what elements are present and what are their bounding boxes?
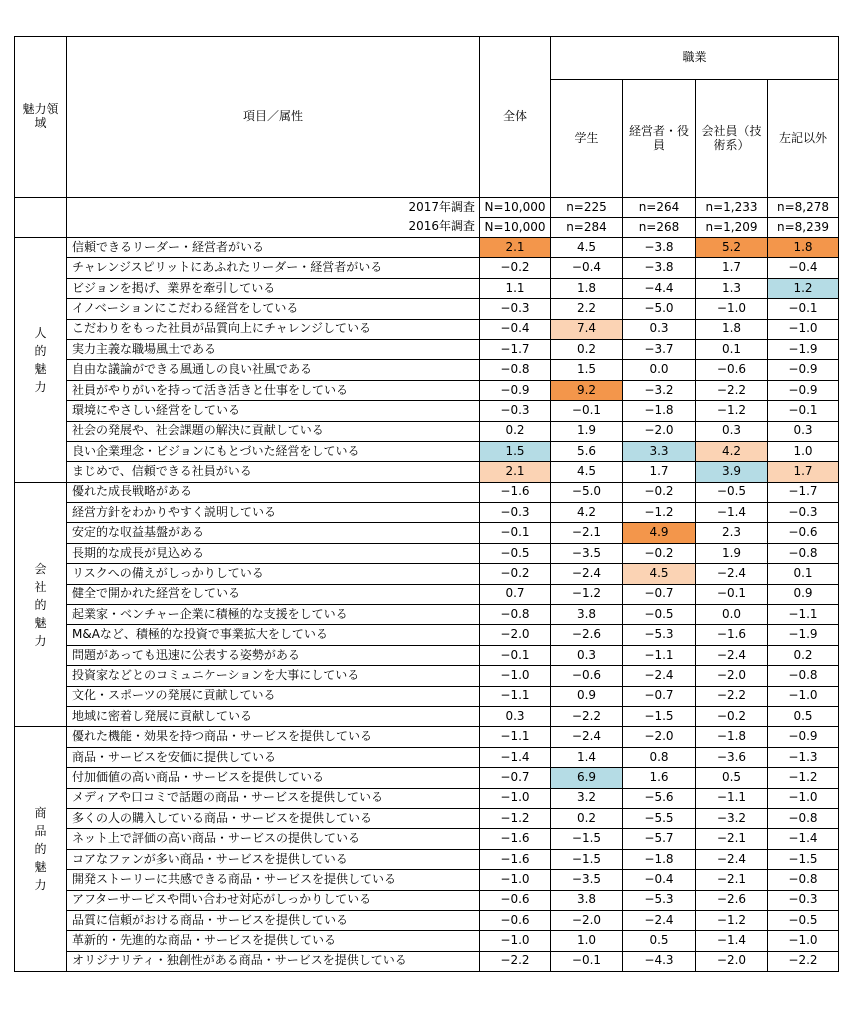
occupation-header: 職業: [551, 37, 839, 80]
table-row: [15, 951, 839, 971]
sample-size-cell: n=8,278: [768, 198, 839, 218]
value-cell: −0.9: [480, 380, 551, 400]
table-row: [15, 421, 839, 441]
value-cell: −1.6: [480, 829, 551, 849]
value-cell: −0.2: [623, 543, 696, 563]
value-cell: −1.0: [768, 686, 839, 706]
value-cell: 1.9: [696, 543, 768, 563]
value-cell: −0.5: [623, 605, 696, 625]
value-cell: 0.9: [551, 686, 623, 706]
item-label: オリジナリティ・独創性がある商品・サービスを提供している: [67, 951, 480, 971]
item-label: 起業家・ベンチャー企業に積極的な支援をしている: [67, 605, 480, 625]
value-cell: 3.9: [696, 462, 768, 482]
item-header: 項目／属性: [67, 37, 480, 198]
value-cell: −0.3: [480, 503, 551, 523]
value-cell: −2.1: [696, 829, 768, 849]
value-cell: 3.2: [551, 788, 623, 808]
item-label: 優れた成長戦略がある: [67, 482, 480, 502]
value-cell: 1.0: [768, 441, 839, 461]
value-cell: 2.1: [480, 238, 551, 258]
value-cell: 0.7: [480, 584, 551, 604]
value-cell: 2.1: [480, 462, 551, 482]
value-cell: 1.4: [551, 747, 623, 767]
value-cell: 1.2: [768, 278, 839, 298]
value-cell: 1.7: [696, 258, 768, 278]
item-label: 投資家などとのコミュニケーションを大事にしている: [67, 666, 480, 686]
value-cell: −1.0: [480, 931, 551, 951]
value-cell: −1.5: [623, 706, 696, 726]
value-cell: 4.5: [623, 564, 696, 584]
value-cell: −1.8: [623, 401, 696, 421]
domain-header: 魅力領域: [15, 37, 67, 198]
value-cell: 0.5: [623, 931, 696, 951]
value-cell: −0.6: [768, 523, 839, 543]
value-cell: −1.2: [551, 584, 623, 604]
value-cell: −3.2: [696, 808, 768, 828]
executive-header: 経営者・役員: [623, 80, 696, 198]
value-cell: −0.3: [480, 299, 551, 319]
table-row: [15, 584, 839, 604]
table-row: [15, 706, 839, 726]
value-cell: −3.2: [623, 380, 696, 400]
domain-label-char: 的: [34, 597, 47, 612]
value-cell: 0.1: [696, 339, 768, 359]
value-cell: 0.2: [768, 645, 839, 665]
sample-size-cell: n=1,209: [696, 218, 768, 238]
value-cell: 0.1: [768, 564, 839, 584]
value-cell: −1.4: [696, 503, 768, 523]
table-row: [15, 605, 839, 625]
overall-header: 全体: [480, 37, 551, 198]
value-cell: −1.6: [480, 849, 551, 869]
value-cell: −0.1: [768, 299, 839, 319]
value-cell: −1.2: [696, 910, 768, 930]
value-cell: 5.6: [551, 441, 623, 461]
value-cell: −1.5: [551, 849, 623, 869]
value-cell: −1.8: [623, 849, 696, 869]
value-cell: −0.9: [768, 380, 839, 400]
value-cell: −0.7: [480, 768, 551, 788]
value-cell: −1.4: [768, 829, 839, 849]
value-cell: −1.2: [480, 808, 551, 828]
value-cell: −0.6: [551, 666, 623, 686]
value-cell: −2.1: [696, 870, 768, 890]
value-cell: −2.6: [696, 890, 768, 910]
value-cell: 0.5: [768, 706, 839, 726]
value-cell: 4.2: [696, 441, 768, 461]
table-row: [15, 788, 839, 808]
value-cell: −1.9: [768, 625, 839, 645]
other-header: 左記以外: [768, 80, 839, 198]
table-row: [15, 768, 839, 788]
table-row: [15, 910, 839, 930]
table-row: [15, 319, 839, 339]
value-cell: −2.2: [768, 951, 839, 971]
value-cell: −5.5: [623, 808, 696, 828]
value-cell: 1.5: [551, 360, 623, 380]
table-row: [15, 727, 839, 747]
sample-size-cell: n=225: [551, 198, 623, 218]
sample-size-cell: n=268: [623, 218, 696, 238]
domain-label-char: 人: [34, 325, 47, 340]
domain-label-char: 的: [34, 842, 47, 857]
domain-label-char: 魅: [34, 860, 47, 875]
value-cell: −1.1: [480, 686, 551, 706]
value-cell: −0.8: [768, 543, 839, 563]
item-label: チャレンジスピリットにあふれたリーダー・経営者がいる: [67, 258, 480, 278]
value-cell: 2.2: [551, 299, 623, 319]
domain-label-char: 魅: [34, 615, 47, 630]
survey-row: [15, 218, 839, 238]
value-cell: 4.9: [623, 523, 696, 543]
item-label: まじめで、信頼できる社員がいる: [67, 462, 480, 482]
item-label: 長期的な成長が見込める: [67, 543, 480, 563]
domain-label: [15, 238, 67, 483]
value-cell: 1.5: [480, 441, 551, 461]
value-cell: −0.1: [480, 645, 551, 665]
item-label: 文化・スポーツの発展に貢献している: [67, 686, 480, 706]
value-cell: −5.6: [623, 788, 696, 808]
item-label: 社会の発展や、社会課題の解決に貢献している: [67, 421, 480, 441]
sample-size-cell: n=264: [623, 198, 696, 218]
value-cell: −0.2: [696, 706, 768, 726]
value-cell: 0.3: [696, 421, 768, 441]
item-label: ビジョンを掲げ、業界を牽引している: [67, 278, 480, 298]
value-cell: −0.8: [480, 360, 551, 380]
value-cell: −3.6: [696, 747, 768, 767]
value-cell: −3.5: [551, 870, 623, 890]
value-cell: −2.1: [551, 523, 623, 543]
table-row: [15, 441, 839, 461]
table-row: [15, 808, 839, 828]
sample-size-cell: n=284: [551, 218, 623, 238]
value-cell: −1.8: [696, 727, 768, 747]
item-label: 環境にやさしい経営をしている: [67, 401, 480, 421]
value-cell: −0.1: [480, 523, 551, 543]
value-cell: 6.9: [551, 768, 623, 788]
table-row: [15, 543, 839, 563]
value-cell: −3.5: [551, 543, 623, 563]
domain-header-spacer: [15, 198, 67, 238]
value-cell: 5.2: [696, 238, 768, 258]
value-cell: 4.2: [551, 503, 623, 523]
value-cell: −2.2: [696, 686, 768, 706]
table-row: [15, 625, 839, 645]
value-cell: −1.0: [768, 931, 839, 951]
sample-size-cell: n=1,233: [696, 198, 768, 218]
value-cell: −1.0: [480, 788, 551, 808]
value-cell: −0.6: [480, 910, 551, 930]
table-row: [15, 523, 839, 543]
value-cell: −0.4: [480, 319, 551, 339]
value-cell: 1.3: [696, 278, 768, 298]
table-row: [15, 666, 839, 686]
value-cell: −4.3: [623, 951, 696, 971]
item-label: リスクへの備えがしっかりしている: [67, 564, 480, 584]
table-row: [15, 849, 839, 869]
value-cell: −1.0: [480, 666, 551, 686]
value-cell: −3.8: [623, 258, 696, 278]
domain-label-char: 商: [34, 806, 47, 821]
value-cell: −1.0: [768, 319, 839, 339]
value-cell: 3.8: [551, 890, 623, 910]
value-cell: −1.6: [696, 625, 768, 645]
value-cell: −0.1: [696, 584, 768, 604]
table-row: [15, 686, 839, 706]
domain-label: [15, 727, 67, 972]
item-label: 信頼できるリーダー・経営者がいる: [67, 238, 480, 258]
value-cell: −2.4: [696, 645, 768, 665]
value-cell: −0.4: [551, 258, 623, 278]
value-cell: −5.7: [623, 829, 696, 849]
value-cell: −1.6: [480, 482, 551, 502]
domain-label-char: 社: [34, 579, 47, 594]
value-cell: −0.8: [768, 870, 839, 890]
value-cell: −1.2: [623, 503, 696, 523]
survey-label: 2016年調査: [67, 218, 480, 238]
value-cell: −1.0: [480, 870, 551, 890]
value-cell: −0.4: [768, 258, 839, 278]
table-row: [15, 401, 839, 421]
item-label: 優れた機能・効果を持つ商品・サービスを提供している: [67, 727, 480, 747]
value-cell: −2.4: [696, 564, 768, 584]
value-cell: −2.4: [551, 727, 623, 747]
value-cell: −0.6: [696, 360, 768, 380]
domain-label-char: 品: [34, 824, 47, 839]
table-row: [15, 503, 839, 523]
item-label: コアなファンが多い商品・サービスを提供している: [67, 849, 480, 869]
table-row: [15, 564, 839, 584]
value-cell: −0.2: [480, 564, 551, 584]
value-cell: −2.0: [623, 421, 696, 441]
value-cell: −1.1: [696, 788, 768, 808]
value-cell: 0.2: [551, 808, 623, 828]
value-cell: −0.9: [768, 727, 839, 747]
value-cell: −1.0: [768, 788, 839, 808]
value-cell: −1.7: [480, 339, 551, 359]
value-cell: −0.6: [480, 890, 551, 910]
value-cell: 0.2: [480, 421, 551, 441]
value-cell: −1.7: [768, 482, 839, 502]
value-cell: −5.3: [623, 890, 696, 910]
table-row: [15, 829, 839, 849]
sample-size-cell: n=8,239: [768, 218, 839, 238]
item-label: 健全で開かれた経営をしている: [67, 584, 480, 604]
item-label: 問題があっても迅速に公表する姿勢がある: [67, 645, 480, 665]
value-cell: −0.1: [551, 401, 623, 421]
survey-label: 2017年調査: [67, 198, 480, 218]
sample-size-cell: N=10,000: [480, 198, 551, 218]
item-label: メディアや口コミで話題の商品・サービスを提供している: [67, 788, 480, 808]
value-cell: −1.5: [768, 849, 839, 869]
value-cell: −0.9: [768, 360, 839, 380]
value-cell: 3.3: [623, 441, 696, 461]
value-cell: 4.5: [551, 238, 623, 258]
item-label: 付加価値の高い商品・サービスを提供している: [67, 768, 480, 788]
attraction-table-container: [14, 36, 839, 972]
value-cell: −0.8: [480, 605, 551, 625]
value-cell: −2.4: [696, 849, 768, 869]
domain-label-char: 力: [34, 878, 47, 893]
item-label: 安定的な収益基盤がある: [67, 523, 480, 543]
engineer-header: 会社員（技術系）: [696, 80, 768, 198]
value-cell: −2.2: [480, 951, 551, 971]
item-label: アフターサービスや問い合わせ対応がしっかりしている: [67, 890, 480, 910]
item-label: 経営方針をわかりやすく説明している: [67, 503, 480, 523]
value-cell: −1.1: [768, 605, 839, 625]
value-cell: 1.8: [551, 278, 623, 298]
attraction-table: [14, 36, 839, 972]
value-cell: 4.5: [551, 462, 623, 482]
table-row: [15, 360, 839, 380]
value-cell: −0.5: [480, 543, 551, 563]
domain-label: [15, 482, 67, 727]
table-row: [15, 299, 839, 319]
table-row: [15, 645, 839, 665]
table-row: [15, 931, 839, 951]
value-cell: −2.2: [551, 706, 623, 726]
value-cell: 1.6: [623, 768, 696, 788]
value-cell: 9.2: [551, 380, 623, 400]
value-cell: 0.2: [551, 339, 623, 359]
item-label: 多くの人の購入している商品・サービスを提供している: [67, 808, 480, 828]
value-cell: 1.0: [551, 931, 623, 951]
item-label: 革新的・先進的な商品・サービスを提供している: [67, 931, 480, 951]
table-row: [15, 870, 839, 890]
table-row: [15, 278, 839, 298]
item-label: 自由な議論ができる風通しの良い社風である: [67, 360, 480, 380]
value-cell: 1.8: [768, 238, 839, 258]
item-label: M&Aなど、積極的な投資で事業拡大をしている: [67, 625, 480, 645]
value-cell: 0.3: [623, 319, 696, 339]
sample-size-cell: N=10,000: [480, 218, 551, 238]
item-label: 地域に密着し発展に貢献している: [67, 706, 480, 726]
value-cell: −1.4: [696, 931, 768, 951]
table-row: [15, 747, 839, 767]
domain-label-char: 力: [34, 379, 47, 394]
student-header: 学生: [551, 80, 623, 198]
item-label: 実力主義な職場風土である: [67, 339, 480, 359]
domain-label-char: 会: [34, 561, 47, 576]
value-cell: −0.1: [551, 951, 623, 971]
value-cell: 0.8: [623, 747, 696, 767]
value-cell: 2.3: [696, 523, 768, 543]
value-cell: −5.0: [623, 299, 696, 319]
value-cell: −1.5: [551, 829, 623, 849]
value-cell: −1.3: [768, 747, 839, 767]
domain-label-char: 魅: [34, 361, 47, 376]
value-cell: −2.0: [623, 727, 696, 747]
value-cell: −0.5: [768, 910, 839, 930]
value-cell: −3.8: [623, 238, 696, 258]
value-cell: −1.4: [480, 747, 551, 767]
value-cell: 0.3: [768, 421, 839, 441]
value-cell: −2.2: [696, 380, 768, 400]
value-cell: 0.0: [696, 605, 768, 625]
value-cell: 1.9: [551, 421, 623, 441]
domain-label-char: 的: [34, 343, 47, 358]
value-cell: −0.8: [768, 808, 839, 828]
value-cell: 0.3: [551, 645, 623, 665]
value-cell: 0.9: [768, 584, 839, 604]
value-cell: −1.0: [696, 299, 768, 319]
value-cell: −2.0: [696, 951, 768, 971]
value-cell: 7.4: [551, 319, 623, 339]
table-row: [15, 890, 839, 910]
value-cell: −2.0: [551, 910, 623, 930]
domain-label-char: 力: [34, 633, 47, 648]
value-cell: −1.1: [480, 727, 551, 747]
value-cell: −5.3: [623, 625, 696, 645]
value-cell: −4.4: [623, 278, 696, 298]
value-cell: −0.2: [623, 482, 696, 502]
value-cell: 1.7: [768, 462, 839, 482]
value-cell: −2.0: [480, 625, 551, 645]
table-row: [15, 238, 839, 258]
value-cell: −0.3: [768, 503, 839, 523]
value-cell: −2.4: [551, 564, 623, 584]
value-cell: 0.3: [480, 706, 551, 726]
value-cell: −1.9: [768, 339, 839, 359]
value-cell: −2.4: [623, 910, 696, 930]
item-label: 良い企業理念・ビジョンにもとづいた経営をしている: [67, 441, 480, 461]
value-cell: 1.1: [480, 278, 551, 298]
value-cell: −0.4: [623, 870, 696, 890]
value-cell: −0.3: [480, 401, 551, 421]
value-cell: −1.2: [768, 768, 839, 788]
item-label: 品質に信頼がおける商品・サービスを提供している: [67, 910, 480, 930]
value-cell: −0.2: [480, 258, 551, 278]
value-cell: −0.7: [623, 584, 696, 604]
item-label: ネット上で評価の高い商品・サービスの提供している: [67, 829, 480, 849]
value-cell: −0.1: [768, 401, 839, 421]
value-cell: −2.4: [623, 666, 696, 686]
table-row: [15, 339, 839, 359]
value-cell: 0.0: [623, 360, 696, 380]
item-label: イノベーションにこだわる経営をしている: [67, 299, 480, 319]
value-cell: −0.3: [768, 890, 839, 910]
value-cell: −0.5: [696, 482, 768, 502]
value-cell: −0.7: [623, 686, 696, 706]
value-cell: −5.0: [551, 482, 623, 502]
value-cell: 3.8: [551, 605, 623, 625]
table-row: [15, 380, 839, 400]
table-row: [15, 462, 839, 482]
value-cell: −2.0: [696, 666, 768, 686]
value-cell: 1.7: [623, 462, 696, 482]
item-label: 社員がやりがいを持って活き活きと仕事をしている: [67, 380, 480, 400]
value-cell: −2.6: [551, 625, 623, 645]
table-row: [15, 258, 839, 278]
value-cell: −1.1: [623, 645, 696, 665]
survey-row: [15, 198, 839, 218]
value-cell: −1.2: [696, 401, 768, 421]
item-label: 商品・サービスを安価に提供している: [67, 747, 480, 767]
value-cell: 1.8: [696, 319, 768, 339]
item-label: 開発ストーリーに共感できる商品・サービスを提供している: [67, 870, 480, 890]
value-cell: 0.5: [696, 768, 768, 788]
table-row: [15, 482, 839, 502]
item-label: こだわりをもった社員が品質向上にチャレンジしている: [67, 319, 480, 339]
value-cell: −3.7: [623, 339, 696, 359]
value-cell: −0.8: [768, 666, 839, 686]
